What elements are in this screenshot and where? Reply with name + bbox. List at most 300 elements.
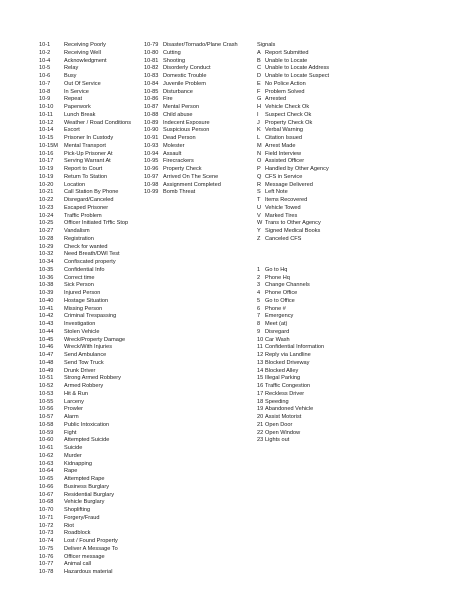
code-row (39, 228, 141, 236)
code-description: Mental Person (163, 104, 200, 110)
code-row (144, 81, 256, 89)
code-number: C (257, 65, 262, 72)
code-number: 10-7 (39, 80, 51, 87)
code-number: L (257, 135, 261, 141)
code-description: Reckless Driver (265, 390, 305, 397)
code-row (144, 127, 256, 135)
code-number: T (257, 197, 261, 203)
code-row (39, 313, 141, 321)
code-row (144, 135, 256, 143)
code-number: 10-41 (39, 305, 54, 312)
code-row (257, 174, 367, 182)
code-description: Citation Issued (265, 135, 303, 141)
code-description: Arrest Made (265, 142, 296, 149)
code-row (39, 220, 141, 228)
code-number: 10-52 (39, 383, 54, 389)
code-description: Relay (64, 65, 79, 72)
code-description: Illegal Parking (265, 375, 301, 382)
code-number: 10-74 (39, 538, 54, 544)
code-row (257, 375, 367, 383)
code-description: Murder (64, 452, 82, 459)
code-number: Z (257, 235, 261, 242)
code-row (39, 166, 141, 174)
code-number: 1 (257, 266, 261, 273)
code-row (39, 414, 141, 422)
code-row (39, 507, 141, 515)
code-number: 10-82 (144, 65, 159, 72)
code-description: Alarm (64, 414, 79, 420)
code-number: 10-32 (39, 251, 54, 258)
code-row (144, 58, 256, 66)
code-row (39, 476, 141, 484)
code-row (257, 166, 367, 174)
code-row (39, 368, 141, 376)
code-row (257, 406, 367, 414)
code-description: Cutting (163, 49, 181, 56)
code-description: Business Burglary (64, 483, 110, 490)
code-description: Disregard (265, 328, 290, 335)
code-row (257, 399, 367, 407)
code-description: Receiving Well (64, 49, 101, 56)
code-row (144, 50, 256, 58)
code-description: Pick-Up Prisoner At (64, 150, 113, 157)
code-number: 10-47 (39, 352, 54, 358)
code-row (257, 352, 367, 360)
code-number: 10-53 (39, 390, 54, 397)
code-number: 10-75 (39, 545, 54, 552)
code-description: Forgery/Fraud (64, 514, 100, 521)
code-row (39, 321, 141, 329)
code-description: Weather / Road Conditions (64, 119, 132, 126)
code-number: 10-44 (39, 328, 54, 335)
code-number: 10-70 (39, 507, 54, 513)
code-number: 8 (257, 321, 261, 327)
code-description: Unable to Locate (265, 57, 308, 64)
code-row (39, 530, 141, 538)
code-row (39, 554, 141, 562)
code-number: 5 (257, 297, 261, 304)
code-number: 12 (257, 352, 264, 358)
code-number: 10-15 (39, 135, 54, 141)
code-description: Problem Solved (265, 88, 305, 95)
code-number: B (257, 57, 261, 64)
code-description: Reply via Landline (265, 352, 311, 358)
code-number: 10-48 (39, 359, 54, 366)
code-number: 23 (257, 437, 264, 444)
code-number: Y (257, 228, 261, 234)
code-number: 10-65 (39, 476, 54, 482)
code-row (144, 104, 256, 112)
code-description: Dead Person (163, 135, 196, 141)
code-number: 19 (257, 406, 264, 413)
code-number: 22 (257, 429, 264, 436)
code-description: Hit & Run (64, 390, 88, 397)
code-number: 10-73 (39, 530, 54, 537)
code-number: 10-81 (144, 57, 159, 64)
number-codes-list (257, 267, 367, 445)
code-description: Confidential Info (64, 266, 105, 273)
code-row (39, 50, 141, 58)
code-row (39, 329, 141, 337)
code-number: 10-84 (144, 80, 159, 87)
code-description: Escort (64, 127, 80, 134)
code-description: Items Recovered (265, 197, 308, 203)
code-description: Busy (64, 73, 77, 79)
code-number: 13 (257, 359, 264, 366)
code-description: Vandalism (64, 228, 90, 234)
code-description: Deliver A Message To (64, 545, 118, 552)
code-description: Confidential Information (265, 344, 325, 351)
code-row (39, 430, 141, 438)
code-row (257, 50, 367, 58)
code-number: 10-36 (39, 274, 54, 281)
code-description: Marked Tires (265, 212, 298, 219)
spacer (257, 251, 367, 259)
code-description: Armed Robbery (64, 383, 104, 389)
code-description: Arrested (265, 96, 287, 103)
code-row (257, 329, 367, 337)
code-description: Confiscated property (64, 259, 116, 265)
code-description: Firecrackers (163, 158, 194, 165)
code-row (257, 197, 367, 205)
code-row (39, 538, 141, 546)
code-description: Shoplifting (64, 507, 91, 513)
code-row (39, 275, 141, 283)
code-description: Check for wanted (64, 243, 108, 250)
code-row (39, 120, 141, 128)
code-description: Report Submitted (265, 49, 309, 56)
code-number: K (257, 127, 261, 134)
code-description: Unable to Locate Address (265, 65, 330, 72)
code-description: Wreck/Property Damage (64, 336, 126, 343)
code-description: Report to Court (64, 166, 103, 172)
code-number: P (257, 166, 261, 172)
code-number: F (257, 88, 261, 95)
code-row (39, 104, 141, 112)
code-number: 10-58 (39, 421, 54, 428)
code-description: Return To Station (64, 173, 108, 180)
code-number: 10-56 (39, 406, 54, 413)
code-row (257, 205, 367, 213)
code-number: 10-9 (39, 96, 51, 103)
code-number: 10-63 (39, 460, 54, 467)
code-row (144, 166, 256, 174)
code-row (39, 213, 141, 221)
code-description: Missing Person (64, 305, 103, 312)
code-description: Go to Office (265, 297, 295, 304)
code-number: 10-43 (39, 321, 54, 327)
code-description: Criminal Trespassing (64, 313, 117, 320)
code-number: 10-77 (39, 561, 54, 568)
code-description: Assisted Officer (265, 158, 305, 165)
code-description: Property Check (163, 166, 202, 172)
code-number: 20 (257, 414, 264, 420)
code-row (39, 236, 141, 244)
code-row (257, 65, 367, 73)
code-row (144, 120, 256, 128)
code-number: 10-71 (39, 514, 54, 521)
code-description: Abandoned Vehicle (265, 406, 314, 413)
code-description: Hostage Situation (64, 297, 109, 304)
code-description: Juvenile Problem (163, 80, 206, 87)
code-row (257, 135, 367, 143)
code-row (257, 158, 367, 166)
code-description: Blocked Alley (265, 367, 299, 374)
code-description: Wreck/With Injuries (64, 344, 113, 351)
code-row (144, 42, 256, 50)
code-number: 10-34 (39, 259, 54, 265)
code-description: Sick Person (64, 282, 94, 289)
code-row (257, 337, 367, 345)
code-number: 10-87 (144, 104, 159, 110)
code-number: 10-99 (144, 189, 159, 196)
code-number: E (257, 80, 261, 87)
code-number: 4 (257, 290, 261, 296)
code-number: 10-90 (144, 127, 159, 134)
code-row (39, 306, 141, 314)
code-row (257, 430, 367, 438)
code-row (144, 182, 256, 190)
code-row (39, 96, 141, 104)
code-description: Left Note (265, 189, 288, 196)
code-row (39, 244, 141, 252)
code-row (144, 65, 256, 73)
code-description: Fire (163, 96, 173, 103)
code-number: 10-19 (39, 166, 54, 172)
code-number: D (257, 73, 262, 79)
code-row (39, 515, 141, 523)
code-description: Mental Transport (64, 142, 106, 149)
code-description: Assignment Completed (163, 181, 221, 188)
code-description: Emergency (265, 313, 294, 320)
code-row (257, 189, 367, 197)
code-row (144, 174, 256, 182)
code-row (39, 189, 141, 197)
code-row (257, 290, 367, 298)
code-row (257, 96, 367, 104)
code-description: Property Check Ok (265, 119, 313, 126)
code-number: 10-23 (39, 204, 54, 211)
code-row (257, 182, 367, 190)
code-row (39, 158, 141, 166)
code-description: Message Delivered (265, 181, 313, 188)
code-row (144, 112, 256, 120)
code-description: Go to Hq (265, 266, 288, 273)
code-row (144, 189, 256, 197)
code-number: 10-78 (39, 569, 54, 575)
code-row (39, 352, 141, 360)
code-row (39, 42, 141, 50)
code-description: Meet (at) (265, 321, 288, 327)
code-number: 10-96 (144, 166, 159, 172)
code-row (257, 89, 367, 97)
code-description: Suspicious Person (163, 127, 210, 134)
code-row (39, 282, 141, 290)
code-number: N (257, 150, 262, 157)
code-row (257, 143, 367, 151)
code-number: 18 (257, 398, 264, 405)
code-number: 10-45 (39, 336, 54, 343)
code-row (257, 321, 367, 329)
code-row (39, 468, 141, 476)
code-description: Rape (64, 468, 78, 475)
code-row (144, 73, 256, 81)
code-number: 10-29 (39, 243, 54, 250)
code-number: 10-59 (39, 429, 54, 436)
code-description: Phone Hq (265, 274, 290, 281)
code-number: 10-10 (39, 104, 54, 110)
code-description: Prowler (64, 406, 83, 413)
code-description: Verbal Warning (265, 127, 304, 134)
code-description: Out Of Service (64, 80, 101, 87)
code-row (257, 383, 367, 391)
code-number: 10-22 (39, 197, 54, 203)
code-row (39, 259, 141, 267)
code-row (257, 127, 367, 135)
code-description: Speeding (265, 398, 289, 405)
spacer (257, 244, 367, 252)
code-row (257, 313, 367, 321)
code-number: 10-97 (144, 173, 159, 180)
code-row (257, 275, 367, 283)
code-row (39, 73, 141, 81)
code-number: 14 (257, 367, 264, 374)
code-row (39, 127, 141, 135)
code-row (39, 151, 141, 159)
code-number: 10-21 (39, 189, 54, 196)
code-description: Lights out (265, 437, 290, 444)
code-number: 10-2 (39, 49, 51, 56)
code-row (39, 290, 141, 298)
code-number: 11 (257, 344, 263, 351)
code-description: Vehicle Towed (265, 204, 301, 211)
code-description: Phone # (265, 305, 286, 312)
code-number: I (257, 111, 259, 118)
code-description: Correct time (64, 274, 95, 281)
code-number: 10-15M (39, 142, 58, 149)
code-row (39, 197, 141, 205)
code-description: Lunch Break (64, 111, 96, 118)
code-number: 10-27 (39, 228, 54, 234)
code-description: Suicide (64, 445, 83, 451)
code-number: 10-6 (39, 73, 51, 79)
code-description: Disregard/Canceled (64, 197, 114, 203)
code-number: 10-79 (144, 42, 159, 48)
code-row (39, 461, 141, 469)
code-description: Paperwork (64, 104, 91, 110)
code-description: Child abuse (163, 111, 193, 118)
code-row (257, 306, 367, 314)
code-description: Escaped Prisoner (64, 204, 109, 211)
code-description: Roadblock (64, 530, 91, 537)
code-number: 10-62 (39, 452, 54, 459)
code-description: Prisoner In Custody (64, 135, 114, 141)
code-description: Disorderly Conduct (163, 65, 211, 72)
code-row (39, 445, 141, 453)
code-number: 10-38 (39, 282, 54, 289)
code-number: 10-85 (144, 88, 159, 95)
code-number: 10-57 (39, 414, 54, 420)
code-number: O (257, 158, 262, 165)
code-row (257, 81, 367, 89)
code-number: 10 (257, 336, 264, 343)
code-description: Lost / Found Property (64, 538, 118, 544)
code-number: 10-19 (39, 173, 54, 180)
code-number: M (257, 142, 262, 149)
code-row (39, 81, 141, 89)
code-row (39, 453, 141, 461)
code-row (39, 337, 141, 345)
code-description: Handled by Other Agency (265, 166, 329, 172)
code-row (257, 73, 367, 81)
code-number: R (257, 181, 262, 188)
code-description: Arrived On The Scene (163, 173, 219, 180)
code-number: 10-72 (39, 522, 54, 529)
code-row (257, 151, 367, 159)
code-description: Phone Office (265, 290, 298, 296)
code-row (257, 437, 367, 445)
code-number: 10-94 (144, 150, 159, 157)
code-number: 10-67 (39, 491, 54, 498)
ten-codes-column-2 (144, 42, 256, 197)
code-number: 2 (257, 274, 261, 281)
code-number: 10-49 (39, 367, 54, 374)
code-number: 10-60 (39, 437, 54, 444)
code-description: Send Tow Truck (64, 359, 104, 366)
code-number: 10-42 (39, 313, 54, 320)
code-number: 10-1 (39, 42, 51, 48)
code-number: 10-51 (39, 375, 54, 382)
code-row (39, 546, 141, 554)
code-number: 10-88 (144, 111, 159, 118)
code-description: Assist Motorist (265, 414, 302, 420)
code-row (39, 174, 141, 182)
code-row (257, 104, 367, 112)
code-description: Unable to Locate Suspect (265, 73, 330, 79)
code-row (257, 282, 367, 290)
code-row (257, 267, 367, 275)
code-row (39, 89, 141, 97)
code-description: CFS in Service (265, 173, 303, 180)
code-description: Investigation (64, 321, 96, 327)
code-row (39, 58, 141, 66)
code-description: Drunk Driver (64, 367, 96, 374)
code-number: 10-17 (39, 158, 54, 165)
code-number: 10-64 (39, 468, 54, 475)
code-row (39, 135, 141, 143)
code-number: 10-14 (39, 127, 54, 134)
code-row (39, 499, 141, 507)
code-row (39, 399, 141, 407)
code-row (257, 368, 367, 376)
code-number: 10-39 (39, 290, 54, 296)
code-row (257, 360, 367, 368)
code-description: Larceny (64, 398, 84, 405)
code-number: 10-24 (39, 212, 54, 219)
code-description: Traffic Problem (64, 212, 102, 219)
code-description: Send Ambulance (64, 352, 107, 358)
code-number: 9 (257, 328, 261, 335)
code-description: Kidnapping (64, 460, 92, 467)
code-row (39, 569, 141, 577)
code-row (144, 151, 256, 159)
code-description: Public Intoxication (64, 421, 110, 428)
code-row (257, 228, 367, 236)
code-description: Acknowledgment (64, 57, 107, 64)
code-description: Riot (64, 522, 74, 529)
code-description: Attempted Rape (64, 476, 105, 482)
code-number: G (257, 96, 262, 103)
